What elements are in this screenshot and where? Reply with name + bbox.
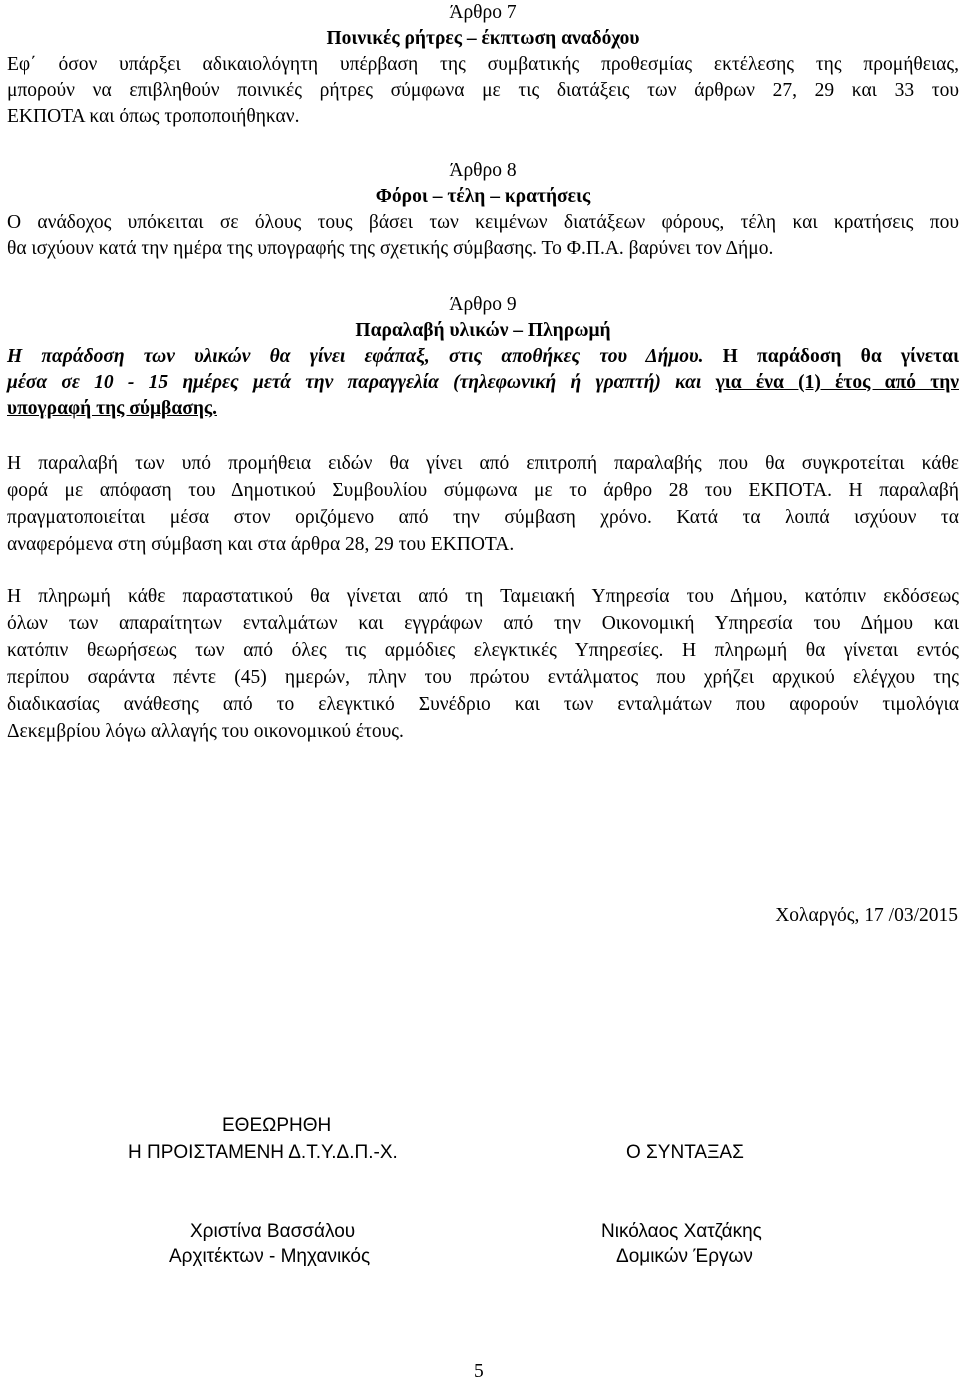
- page-number: 5: [474, 1361, 484, 1382]
- delivery-line-1: [7, 344, 959, 370]
- article7-line: ΕΚΠΟΤΑ και όπως τροποποιήθηκαν.: [7, 106, 300, 127]
- article9-title: Παραλαβή υλικών – Πληρωμή: [355, 320, 611, 341]
- approved-heading: ΕΘΕΩΡΗΘΗ: [222, 1115, 332, 1136]
- payment-line: όλων των απαραίτητων ενταλμάτων και εγγράφων από την Οικονομική Υπηρεσία του Δήμου και: [7, 613, 959, 634]
- receipt-line: φορά με απόφαση του Δημοτικού Συμβουλίου σύμφωνα με το άρθρο 28 του ΕΚΠΟΤΑ. Η παραλαβή: [7, 480, 959, 501]
- payment-line: διαδικασίας ανάθεσης από το ελεγκτικό Συνέδριο και των ενταλμάτων που αφορούν τιμολόγια: [7, 694, 959, 715]
- article9-number: Άρθρο 9: [449, 294, 517, 315]
- article8-number: Άρθρο 8: [449, 160, 517, 181]
- place-date: Χολαργός, 17 /03/2015: [775, 905, 958, 926]
- article7-number: Άρθρο 7: [449, 2, 517, 23]
- delivery-line-2: [7, 370, 959, 396]
- left-signatory-role: Η ΠΡΟΙΣΤΑΜΕΝΗ Δ.Τ.Υ.Δ.Π.-Χ.: [128, 1142, 398, 1163]
- left-signatory-name: Χριστίνα Βασσάλου: [190, 1221, 356, 1242]
- delivery-text: Η παράδοση των υλικών θα γίνει εφάπαξ, στις αποθήκες του Δήμου.: [7, 346, 704, 367]
- delivery-text-underlined: υπογραφή της σύμβασης.: [7, 398, 217, 419]
- payment-line: περίπου σαράντα πέντε (45) ημερών, πλην του πρώτου εντάλματος που χρήζει αρχικού ελέγχου της: [7, 667, 959, 688]
- article8-line: Ο ανάδοχος υπόκειται σε όλους τους βάσει των κειμένων διατάξεων φόρους, τέλη και κρατήσεις που: [7, 212, 959, 233]
- article8-title: Φόροι – τέλη – κρατήσεις: [375, 186, 591, 207]
- article7-title: Ποινικές ρήτρες – έκπτωση αναδόχου: [326, 28, 640, 49]
- article7-line: Εφ΄ όσον υπάρξει αδικαιολόγητη υπέρβαση της συμβατικής προθεσμίας εκτέλεσης της προμήθειας,: [7, 54, 959, 75]
- delivery-text-underlined: για ένα (1) έτος από την: [715, 372, 960, 393]
- right-signatory-title: Δομικών Έργων: [616, 1246, 753, 1267]
- left-signatory-title: Αρχιτέκτων - Μηχανικός: [169, 1246, 371, 1267]
- payment-line: Δεκεμβρίου λόγω αλλαγής του οικονομικού έτους.: [7, 721, 404, 742]
- payment-line: κατόπιν θεωρήσεως των από όλες τις αρμόδιες ελεγκτικές Υπηρεσίες. Η πληρωμή θα γίνεται εντός: [7, 640, 959, 661]
- right-signatory-role: Ο ΣΥΝΤΑΞΑΣ: [626, 1142, 744, 1163]
- delivery-text: Η παράδοση θα γίνεται: [722, 346, 960, 367]
- delivery-text: μέσα σε 10 - 15 ημέρες μετά την παραγγελία (τηλεφωνική ή γραπτή) και: [7, 372, 702, 393]
- payment-line: Η πληρωμή κάθε παραστατικού θα γίνεται από τη Ταμειακή Υπηρεσία του Δήμου, κατόπιν εκδόσεως: [7, 586, 959, 607]
- receipt-line: αναφερόμενα στη σύμβαση και στα άρθρα 28, 29 του ΕΚΠΟΤΑ.: [7, 534, 515, 555]
- article8-line: θα ισχύουν κατά την ημέρα της υπογραφής της σχετικής σύμβασης. Το Φ.Π.Α. βαρύνει τον Δήμο.: [7, 238, 774, 259]
- receipt-line: πραγματοποιείται μέσα στον οριζόμενο από την σύμβαση χρόνο. Κατά τα λοιπά ισχύουν τα: [7, 507, 959, 528]
- receipt-line: Η παραλαβή των υπό προμήθεια ειδών θα γίνει από επιτροπή παραλαβής που θα συγκροτείται κάθε: [7, 453, 959, 474]
- article7-line: μπορούν να επιβληθούν ποινικές ρήτρες σύμφωνα με τις διατάξεις των άρθρων 27, 29 και 33 του: [7, 80, 959, 101]
- right-signatory-name: Νικόλαος Χατζάκης: [601, 1221, 762, 1242]
- delivery-line-3: [7, 396, 959, 422]
